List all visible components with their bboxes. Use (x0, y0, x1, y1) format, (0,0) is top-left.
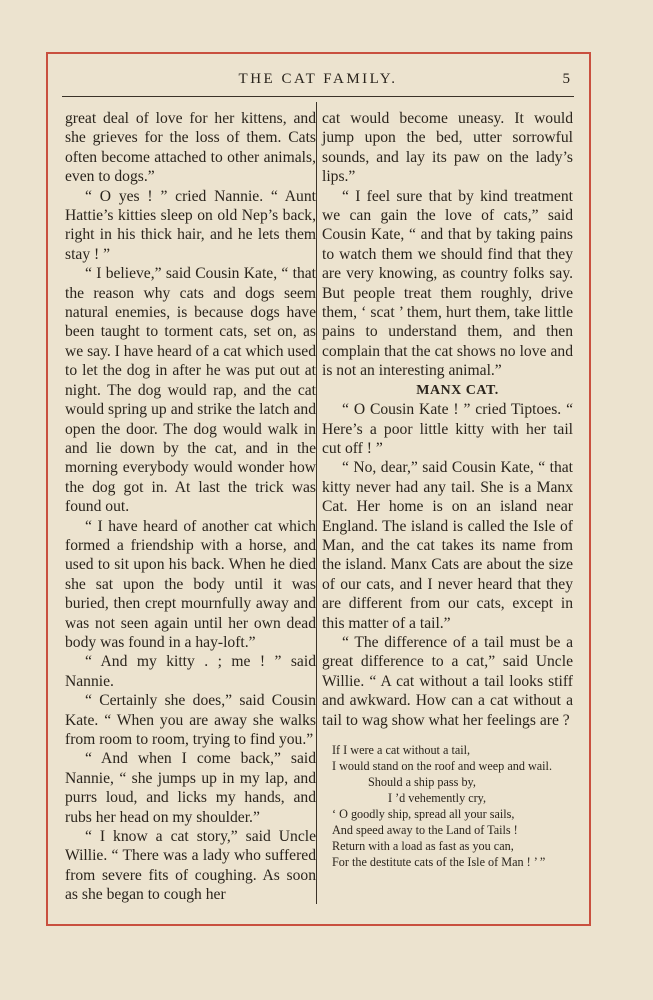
left-column (65, 109, 316, 905)
paragraph: “ O Cousin Kate ! ” cried Tiptoes. “ Here’s a poor little kitty with her tail cut off ! ” (322, 401, 573, 457)
poem-line: I ’d vehemently cry, (388, 791, 487, 805)
paragraph: “ No, dear,” said Cousin Kate, “ that kitty never had any tail. She is a Manx Cat. Her home is on an island near England. The island is called the Isle of Man, and the cat takes its name from the island. Manx Cats are about the size of our cats, and I never heard that they are different from our cats, except in this matter of a tail.” (322, 459, 573, 632)
paragraph: “ I feel sure that by kind treatment we can gain the love of cats,” said Cousin Kate, “ and that by taking pains to watch them we should find that they are very knowing, as country folks say. But people treat them roughly, drive them, ‘ scat ’ them, hurt them, take little pains to understand them, and then complain that the cat shows no love and is not an interesting animal.” (322, 187, 573, 380)
paragraph: “ I know a cat story,” said Uncle Willie. “ There was a lady who suffered from severe fits of coughing. As soon as she began to cough her (65, 828, 316, 904)
page-number: 5 (562, 71, 570, 87)
paragraph: cat would become uneasy. It would jump upon the bed, utter sorrowful sounds, and lay its paw on the lady’s lips.” (322, 110, 573, 186)
poem-line: ‘ O goodly ship, spread all your sails, (332, 807, 515, 821)
paragraph: “ O yes ! ” cried Nannie. “ Aunt Hattie’s kitties sleep on old Nep’s back, right in his thick hair, and he lets them stay ! ” (65, 187, 316, 263)
page-header (62, 68, 574, 97)
paragraph: “ The difference of a tail must be a great difference to a cat,” said Uncle Willie. “ A cat without a tail looks stiff and awkward. How can a cat without a tail to wag show what her feelings are ? (322, 633, 573, 729)
running-title: THE CAT FAMILY. (238, 71, 398, 87)
section-heading: MANX CAT. (416, 382, 499, 398)
poem-line: If I were a cat without a tail, (332, 743, 471, 757)
poem-line: Return with a load as fast as you can, (332, 839, 514, 853)
poem-line: Should a ship pass by, (368, 775, 476, 789)
paragraph: “ Certainly she does,” said Cousin Kate. “ When you are away she walks from room to room, trying to find you.” (65, 692, 316, 748)
poem-line: I would stand on the roof and weep and wail. (332, 759, 552, 773)
poem-line: And speed away to the Land of Tails ! (332, 823, 518, 837)
paragraph: “ And when I come back,” said Nannie, “ she jumps up in my lap, and purrs loud, and licks my hands, and rubs her head on my shoulder.” (65, 750, 316, 826)
right-column (322, 109, 573, 870)
paragraph: “ And my kitty . ; me ! ” said Nannie. (65, 653, 316, 690)
paragraph: “ I have heard of another cat which formed a friendship with a horse, and used to sit upon his back. When he died she sat upon the body until it was buried, then crept mournfully away and was not seen again until her own dead body was found in a hay-loft.” (65, 517, 316, 651)
poem-line: For the destitute cats of the Isle of Man ! ’ ” (332, 855, 546, 869)
column-divider (316, 102, 317, 904)
poem (322, 742, 573, 870)
paragraph: great deal of love for her kittens, and she grieves for the loss of them. Cats often become attached to other animals, even to dogs.” (65, 110, 316, 186)
paragraph: “ I believe,” said Cousin Kate, “ that the reason why cats and dogs seem natural enemies, is because dogs have been taught to torment cats, set on, as we say. I have heard of a cat which used to let the dog in after he was put out at night. The dog would rap, and the cat would spring up and strike the latch and open the door. The dog would walk in and lie down by the cat, and in the morning everybody would wonder how the dog got in. At last the trick was found out. (65, 265, 316, 516)
